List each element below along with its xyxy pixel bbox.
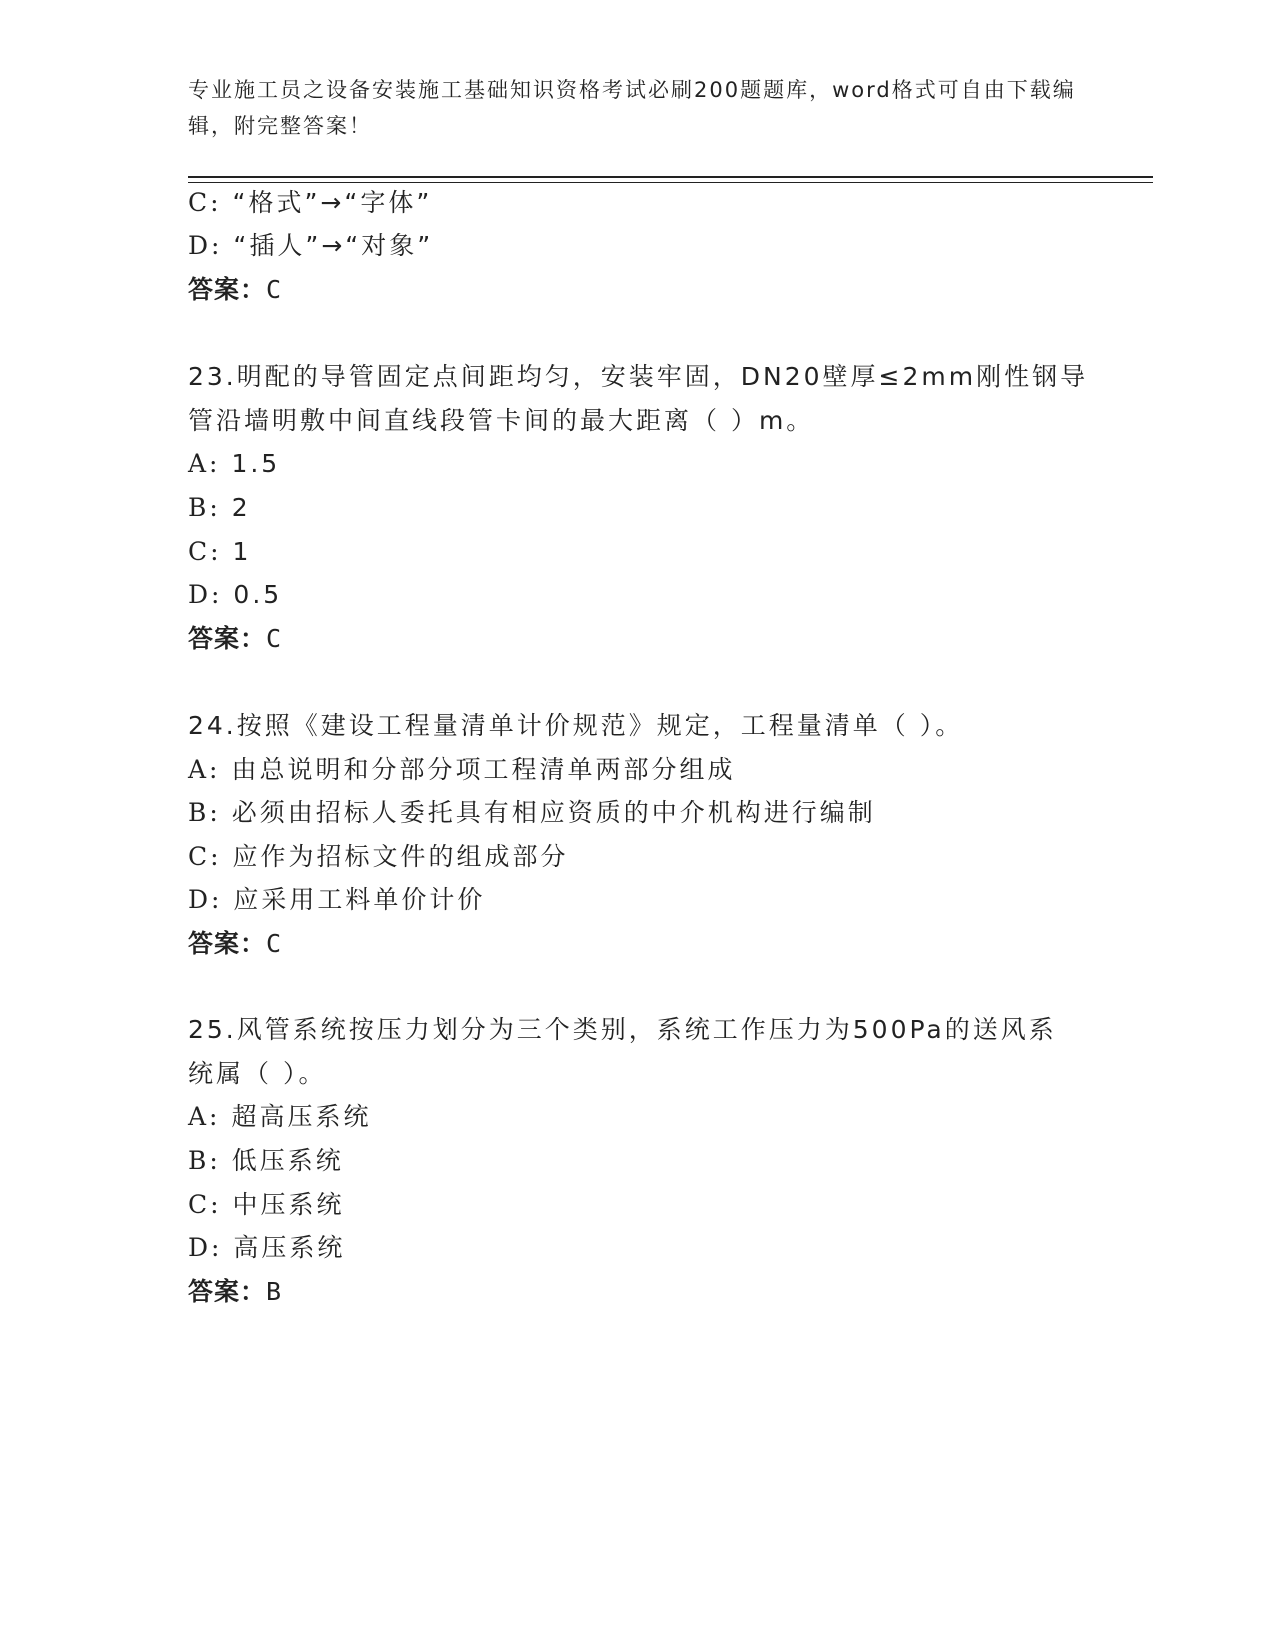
option-text: 超高压系统	[231, 1102, 372, 1131]
answer-line	[188, 929, 282, 959]
option-c	[188, 842, 569, 872]
answer-value: C	[266, 275, 283, 304]
header-rule-thin	[188, 182, 1153, 183]
option-letter: D:	[188, 580, 223, 609]
option-text: 低压系统	[231, 1146, 344, 1175]
option-d	[188, 1233, 345, 1263]
option-letter: B:	[188, 493, 221, 522]
option-text: 2	[231, 493, 251, 522]
answer-label: 答案：	[188, 1277, 267, 1306]
option-letter: C:	[188, 537, 222, 566]
answer-line	[188, 1277, 282, 1307]
answer-line	[188, 624, 282, 654]
question-stem-line-1: 23.明配的导管固定点间距均匀，安装牢固，DN20壁厚≤2mm刚性钢导	[188, 362, 1089, 391]
answer-label: 答案：	[188, 929, 267, 958]
question-stem-line-1: 25.风管系统按压力划分为三个类别，系统工作压力为500Pa的送风系	[188, 1015, 1057, 1044]
option-text: 0.5	[233, 580, 283, 609]
option-a	[188, 755, 735, 785]
answer-label: 答案：	[188, 624, 267, 653]
option-b	[188, 493, 251, 523]
answer-value: B	[266, 1277, 283, 1306]
option-b	[188, 798, 876, 828]
option-text: “格式”→“字体”	[232, 188, 433, 217]
option-text: 中压系统	[232, 1190, 345, 1219]
option-text: 应采用工料单价计价	[233, 885, 486, 914]
option-b	[188, 1146, 344, 1176]
option-a	[188, 449, 280, 479]
option-letter: A:	[188, 755, 221, 784]
option-letter: D:	[188, 885, 223, 914]
option-letter: D:	[188, 1233, 223, 1262]
option-letter: B:	[188, 798, 221, 827]
header-rule-thick	[188, 176, 1153, 178]
answer-label: 答案：	[188, 275, 267, 304]
option-text: 高压系统	[233, 1233, 346, 1262]
document-header: 专业施工员之设备安装施工基础知识资格考试必刷200题题库，word格式可自由下载编辑，附完整答案！	[188, 78, 1076, 138]
question-stem-line-2: 统属（ ）。	[188, 1059, 327, 1088]
question-stem-line-2: 管沿墙明敷中间直线段管卡间的最大距离（ ）m。	[188, 406, 815, 435]
option-letter: A:	[188, 449, 221, 478]
option-text: “插人”→“对象”	[233, 231, 434, 260]
question-stem-line-1: 24.按照《建设工程量清单计价规范》规定，工程量清单（ ）。	[188, 711, 964, 740]
option-text: 必须由招标人委托具有相应资质的中介机构进行编制	[231, 798, 876, 827]
option-letter: C:	[188, 1190, 222, 1219]
option-c	[188, 537, 251, 567]
option-c	[188, 1190, 345, 1220]
option-letter: C:	[188, 842, 222, 871]
option-letter: B:	[188, 1146, 221, 1175]
option-a	[188, 1102, 371, 1132]
option-letter: D:	[188, 231, 223, 260]
option-d	[188, 231, 433, 261]
answer-value: C	[266, 929, 283, 958]
option-d	[188, 580, 282, 610]
option-letter: C:	[188, 188, 222, 217]
answer-value: C	[266, 624, 283, 653]
option-c	[188, 188, 432, 218]
option-text: 1.5	[231, 449, 281, 478]
option-text: 1	[232, 537, 252, 566]
option-text: 应作为招标文件的组成部分	[232, 842, 569, 871]
answer-line	[188, 275, 282, 305]
option-d	[188, 885, 485, 915]
option-text: 由总说明和分部分项工程清单两部分组成	[231, 755, 736, 784]
option-letter: A:	[188, 1102, 221, 1131]
